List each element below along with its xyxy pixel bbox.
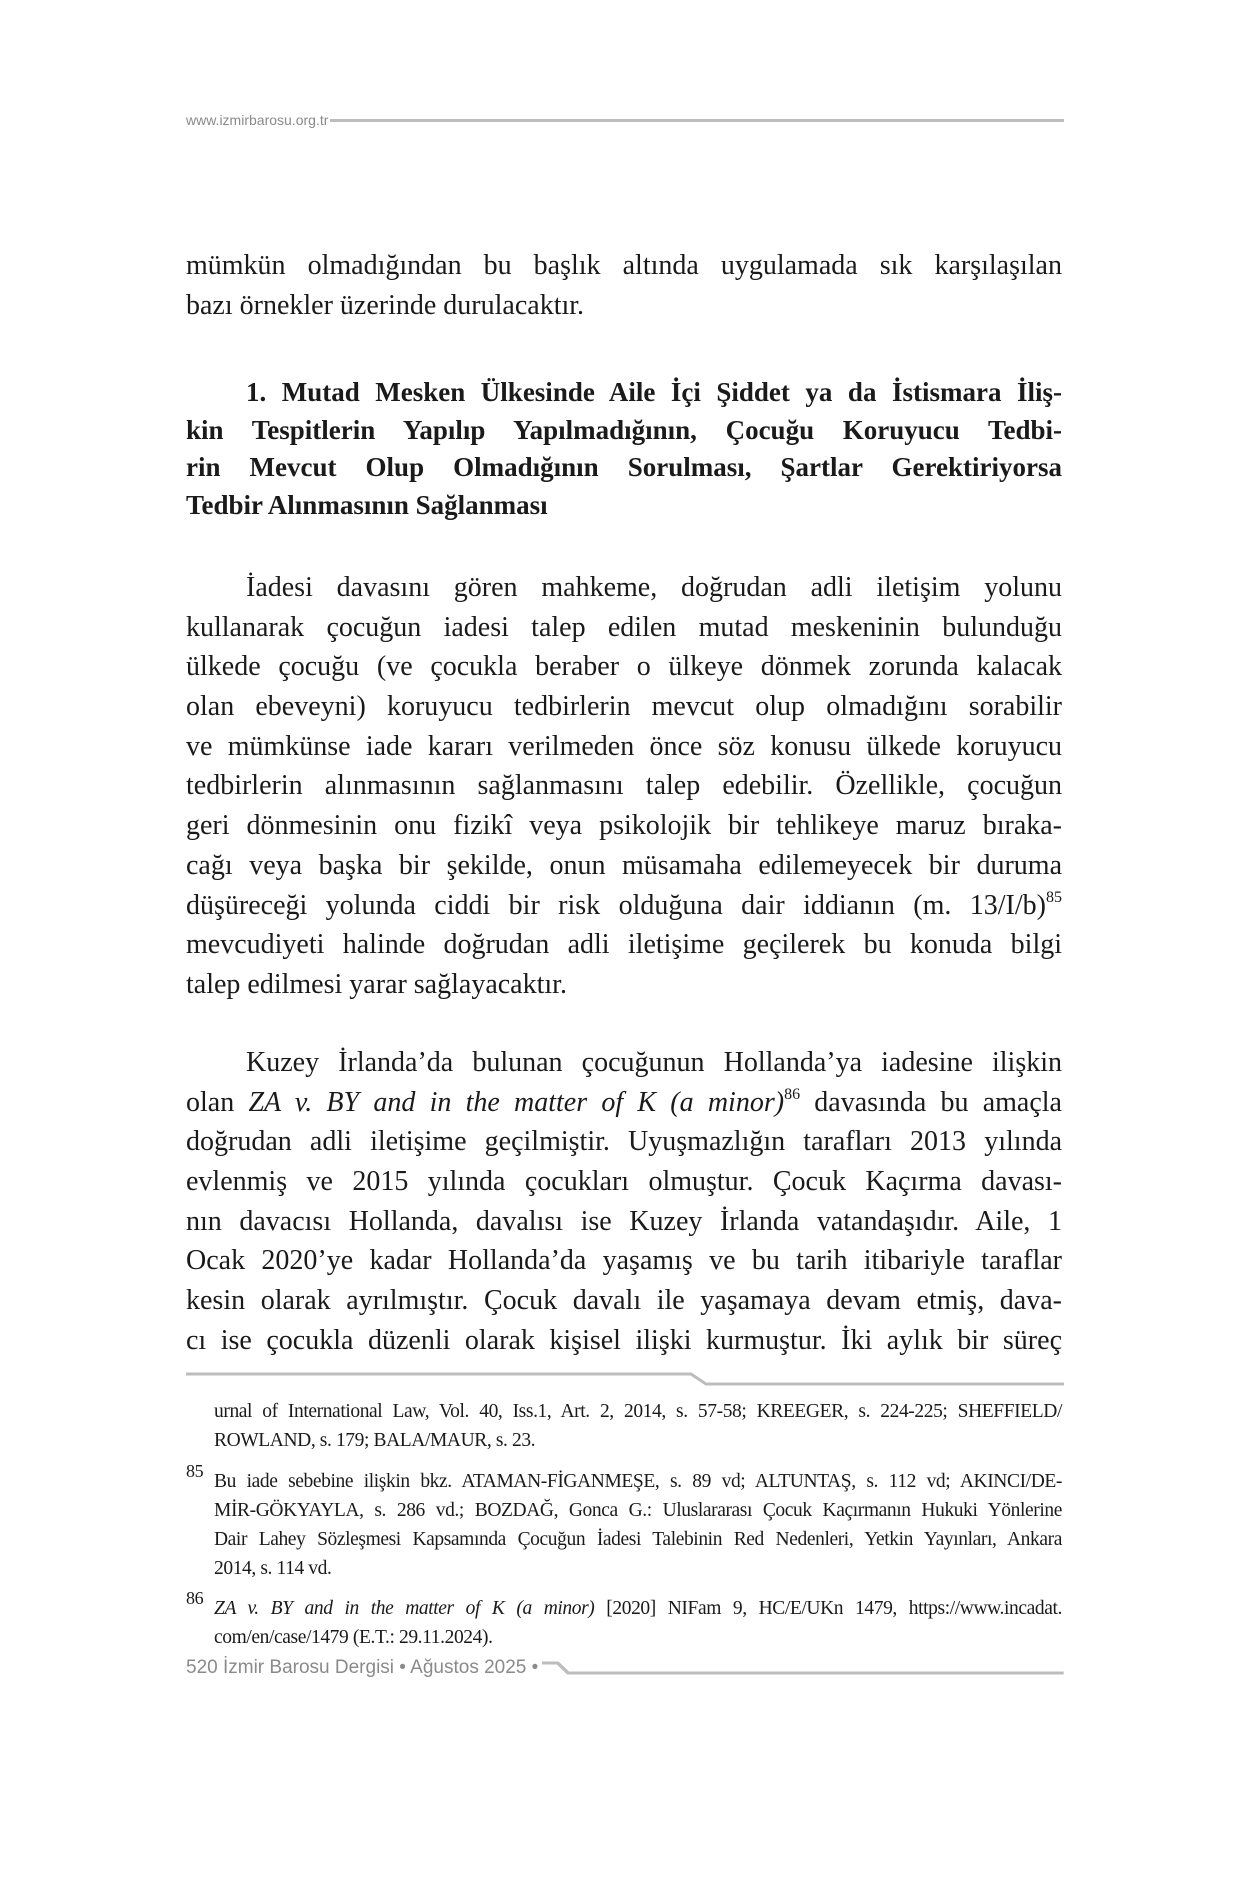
text-line: kullanarak çocuğun iadesi talep edilen mutad meskeninin bulunduğu xyxy=(186,611,1062,643)
text-line: kesin olarak ayrılmıştır. Çocuk davalı ile yaşamaya devam etmiş, dava- xyxy=(186,1285,1062,1317)
footnote-line: 2014, s. 114 vd. xyxy=(214,1558,332,1579)
text-line: talep edilmesi yarar sağlayacaktır. xyxy=(186,968,567,1000)
text-line: Ocak 2020’ye kadar Hollanda’da yaşamış ve bu tarih itibariyle taraflar xyxy=(186,1245,1062,1277)
text-line: ve mümkünse iade kararı verilmeden önce söz konusu ülkede koruyucu xyxy=(186,730,1062,762)
text-line: Kuzey İrlanda’da bulunan çocuğunun Hollanda’ya iadesine ilişkin xyxy=(246,1047,1062,1078)
footnote-continued xyxy=(186,1397,1062,1455)
heading-line: kin Tespitlerin Yapılıp Yapılmadığının, Çocuğu Koruyucu Tedbi- xyxy=(186,414,1062,445)
text-line: evlenmiş ve 2015 yılında çocukları olmuştur. Çocuk Kaçırma davası- xyxy=(186,1166,1062,1198)
footnote-86 xyxy=(186,1588,1063,1652)
heading-line: rin Mevcut Olup Olmadığının Sorulması, Şartlar Gerektiriyorsa xyxy=(186,452,1062,482)
footnote-line: com/en/case/1479 (E.T.: 29.11.2024). xyxy=(214,1627,493,1648)
text: davasında bu amaçla xyxy=(800,1086,1062,1118)
footnote-line: MİR-GÖKYAYLA, s. 286 vd.; BOZDAĞ, Gonca G.: Uluslararası Çocuk Kaçırmanın Hukuki Yönlerine xyxy=(214,1500,1062,1521)
text-line: cı ise çocukla düzenli olarak kişisel ilişki kurmuştur. İki aylık bir süreç xyxy=(186,1324,1062,1356)
text-line: bazı örnekler üzerinde durulacaktır. xyxy=(186,289,585,321)
text-line: nın davacısı Hollanda, davalısı ise Kuzey İrlanda vatandaşıdır. Aile, 1 xyxy=(186,1205,1062,1237)
footer-text: 520 İzmir Barosu Dergisi • Ağustos 2025 • xyxy=(186,1657,539,1678)
text-line: mümkün olmadığından bu başlık altında uygulamada sık karşılaşılan xyxy=(186,250,1062,281)
paragraph-2 xyxy=(186,1043,1062,1361)
text: düşüreceği yolunda ciddi bir risk olduğuna dair iddianın (m. 13/I/b) xyxy=(186,889,1046,921)
intro-paragraph xyxy=(186,246,1062,325)
text-line: İadesi davasını gören mahkeme, doğrudan adli iletişim yolunu xyxy=(246,572,1062,603)
running-footer xyxy=(186,1656,1064,1680)
header-rule xyxy=(330,119,1064,122)
text-line: mevcudiyeti halinde doğrudan adli iletişime geçilerek bu konuda bilgi xyxy=(186,929,1062,961)
heading-line: 1. Mutad Mesken Ülkesinde Aile İçi Şiddet ya da İstismara İliş- xyxy=(246,377,1062,407)
text: olan xyxy=(186,1086,249,1118)
running-header xyxy=(186,110,1064,130)
footer-rule xyxy=(542,1661,1064,1675)
header-url: www.izmirbarosu.org.tr xyxy=(186,112,329,128)
footnote-line: urnal of International Law, Vol. 40, Iss.1, Art. 2, 2014, s. 57-58; KREEGER, s. 224-225; SHEFFIELD/ xyxy=(214,1401,1062,1422)
footnote-ref-86[interactable]: 86 xyxy=(784,1085,801,1103)
text-line: olan ebeveyni) koruyucu tedbirlerin mevcut olup olmadığını sorabilir xyxy=(186,691,1062,723)
case-name: ZA v. BY and in the matter of K (a minor) xyxy=(214,1598,595,1619)
text-line: doğrudan adli iletişime geçilmiştir. Uyuşmazlığın tarafları 2013 yılında xyxy=(186,1126,1062,1158)
text-line xyxy=(186,886,1062,926)
text-line: cağı veya başka bir şekilde, onun müsamaha edilemeyecek bir duruma xyxy=(186,849,1062,881)
citation-text: [2020] NIFam 9, HC/E/UKn 1479, https://www.incadat. xyxy=(594,1598,1063,1619)
footnote-ref-85[interactable]: 85 xyxy=(1046,888,1062,906)
footnote-line xyxy=(186,1594,1062,1623)
footnote-number: 86 xyxy=(186,1588,204,1608)
text-line xyxy=(186,1083,1062,1123)
text-line: geri dönmesinin onu fizikî veya psikolojik bir tehlikeye maruz bıraka- xyxy=(186,810,1062,842)
heading-line: Tedbir Alınmasının Sağlanması xyxy=(186,489,548,520)
footnote-85 xyxy=(186,1461,1062,1583)
section-heading xyxy=(186,374,1062,524)
footnote-line: Bu iade sebebine ilişkin bkz. ATAMAN-FİGANMEŞE, s. 89 vd; ALTUNTAŞ, s. 112 vd; AKINCI/DE- xyxy=(214,1471,1062,1492)
footnote-divider xyxy=(186,1372,1064,1386)
text-line: tedbirlerin alınmasının sağlanmasını talep edebilir. Özellikle, çocuğun xyxy=(186,770,1062,802)
case-name: ZA v. BY and in the matter of K (a minor) xyxy=(248,1086,785,1118)
text-line: ülkede çocuğu (ve çocukla beraber o ülkeye dönmek zorunda kalacak xyxy=(186,651,1062,683)
footnote-line: ROWLAND, s. 179; BALA/MAUR, s. 23. xyxy=(214,1430,536,1451)
footnote-line: Dair Lahey Sözleşmesi Kapsamında Çocuğun İadesi Talebinin Red Nedenleri, Yetkin Yayınları, Ankara xyxy=(214,1529,1062,1550)
paragraph-1 xyxy=(186,568,1062,1005)
footnote-number: 85 xyxy=(186,1461,204,1481)
